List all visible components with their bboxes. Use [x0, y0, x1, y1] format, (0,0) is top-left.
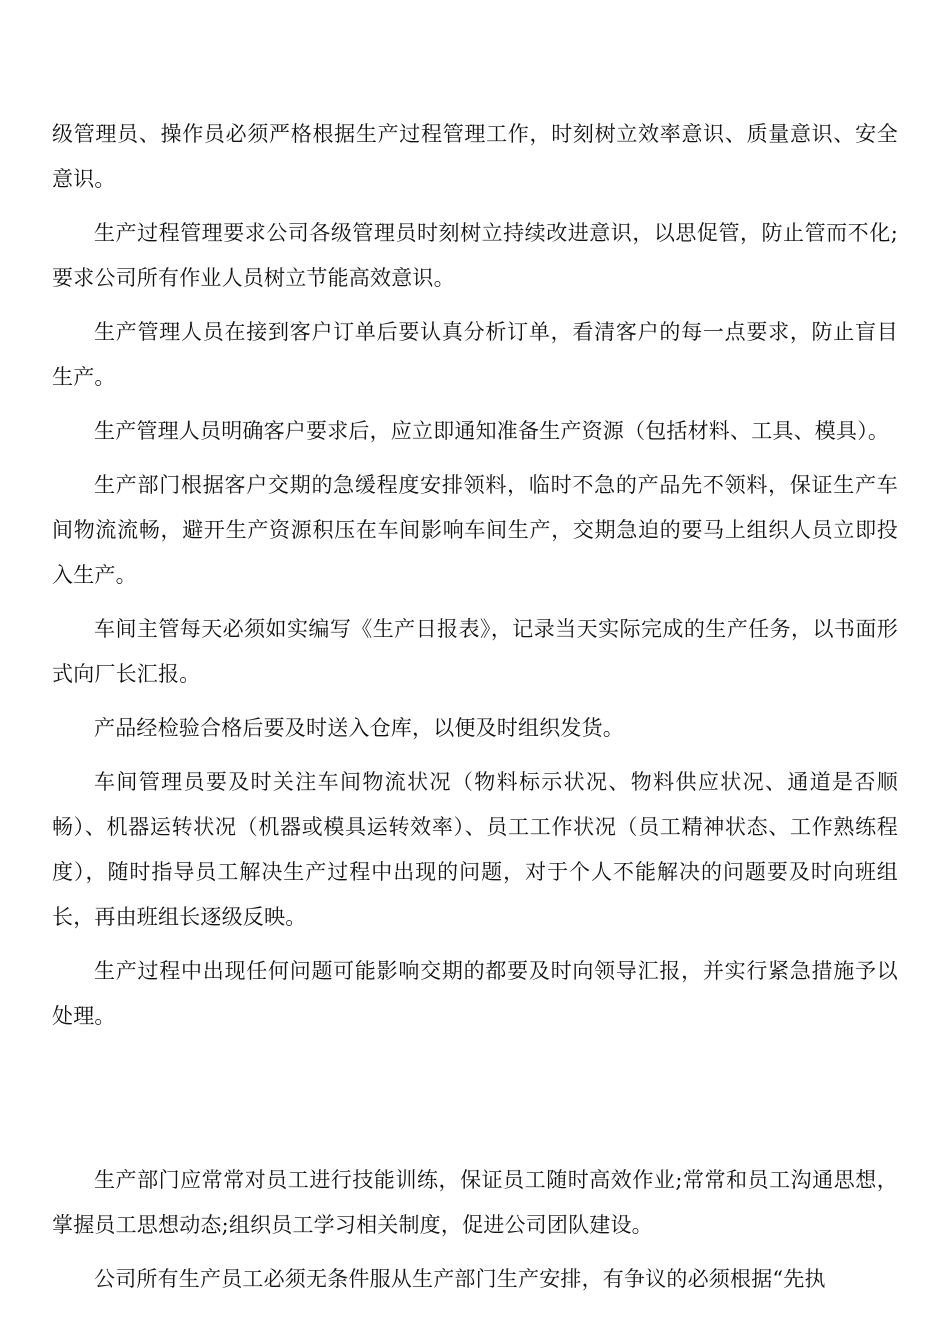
- paragraph-10: 生产部门应常常对员工进行技能训练，保证员工随时高效作业;常常和员工沟通思想，掌握员工思想动态;组织员工学习相关制度，促进公司团队建设。: [52, 1168, 898, 1237]
- paragraph-3: 生产管理人员在接到客户订单后要认真分析订单，看清客户的每一点要求，防止盲目生产。: [52, 320, 898, 389]
- paragraph-2: 生产过程管理要求公司各级管理员时刻树立持续改进意识，以思促管，防止管而不化;要求公司所有作业人员树立节能高效意识。: [52, 221, 898, 290]
- paragraph-5: 生产部门根据客户交期的急缓程度安排领料，临时不急的产品先不领料，保证生产车间物流流畅，避开生产资源积压在车间影响车间生产，交期急迫的要马上组织人员立即投入生产。: [52, 473, 898, 587]
- paragraph-7: 产品经检验合格后要及时送入仓库，以便及时组织发货。: [94, 716, 624, 740]
- paragraph-1: 级管理员、操作员必须严格根据生产过程管理工作，时刻树立效率意识、质量意识、安全意识。: [52, 122, 898, 191]
- paragraph-9: 生产过程中出现任何问题可能影响交期的都要及时向领导汇报，并实行紧急措施予以处理。: [52, 959, 898, 1028]
- paragraph-11: 公司所有生产员工必须无条件服从生产部门生产安排，有争议的必须根据“先执: [94, 1267, 826, 1291]
- document-body: [52, 112, 898, 1311]
- section-gap: [52, 1048, 898, 1158]
- paragraph-8: 车间管理员要及时关注车间物流状况（物料标示状况、物料供应状况、通道是否顺畅）、机器运转状况（机器或模具运转效率）、员工工作状况（员工精神状态、工作熟练程度），随时指导员工解决生产过程中出现的问题，对于个人不能解决的问题要及时向班组长，再由班组长逐级反映。: [52, 770, 898, 929]
- paragraph-4: 生产管理人员明确客户要求后，应立即通知准备生产资源（包括材料、工具、模具）。: [94, 419, 890, 443]
- paragraph-6: 车间主管每天必须如实编写《生产日报表》，记录当天实际完成的生产任务，以书面形式向厂长汇报。: [52, 617, 898, 686]
